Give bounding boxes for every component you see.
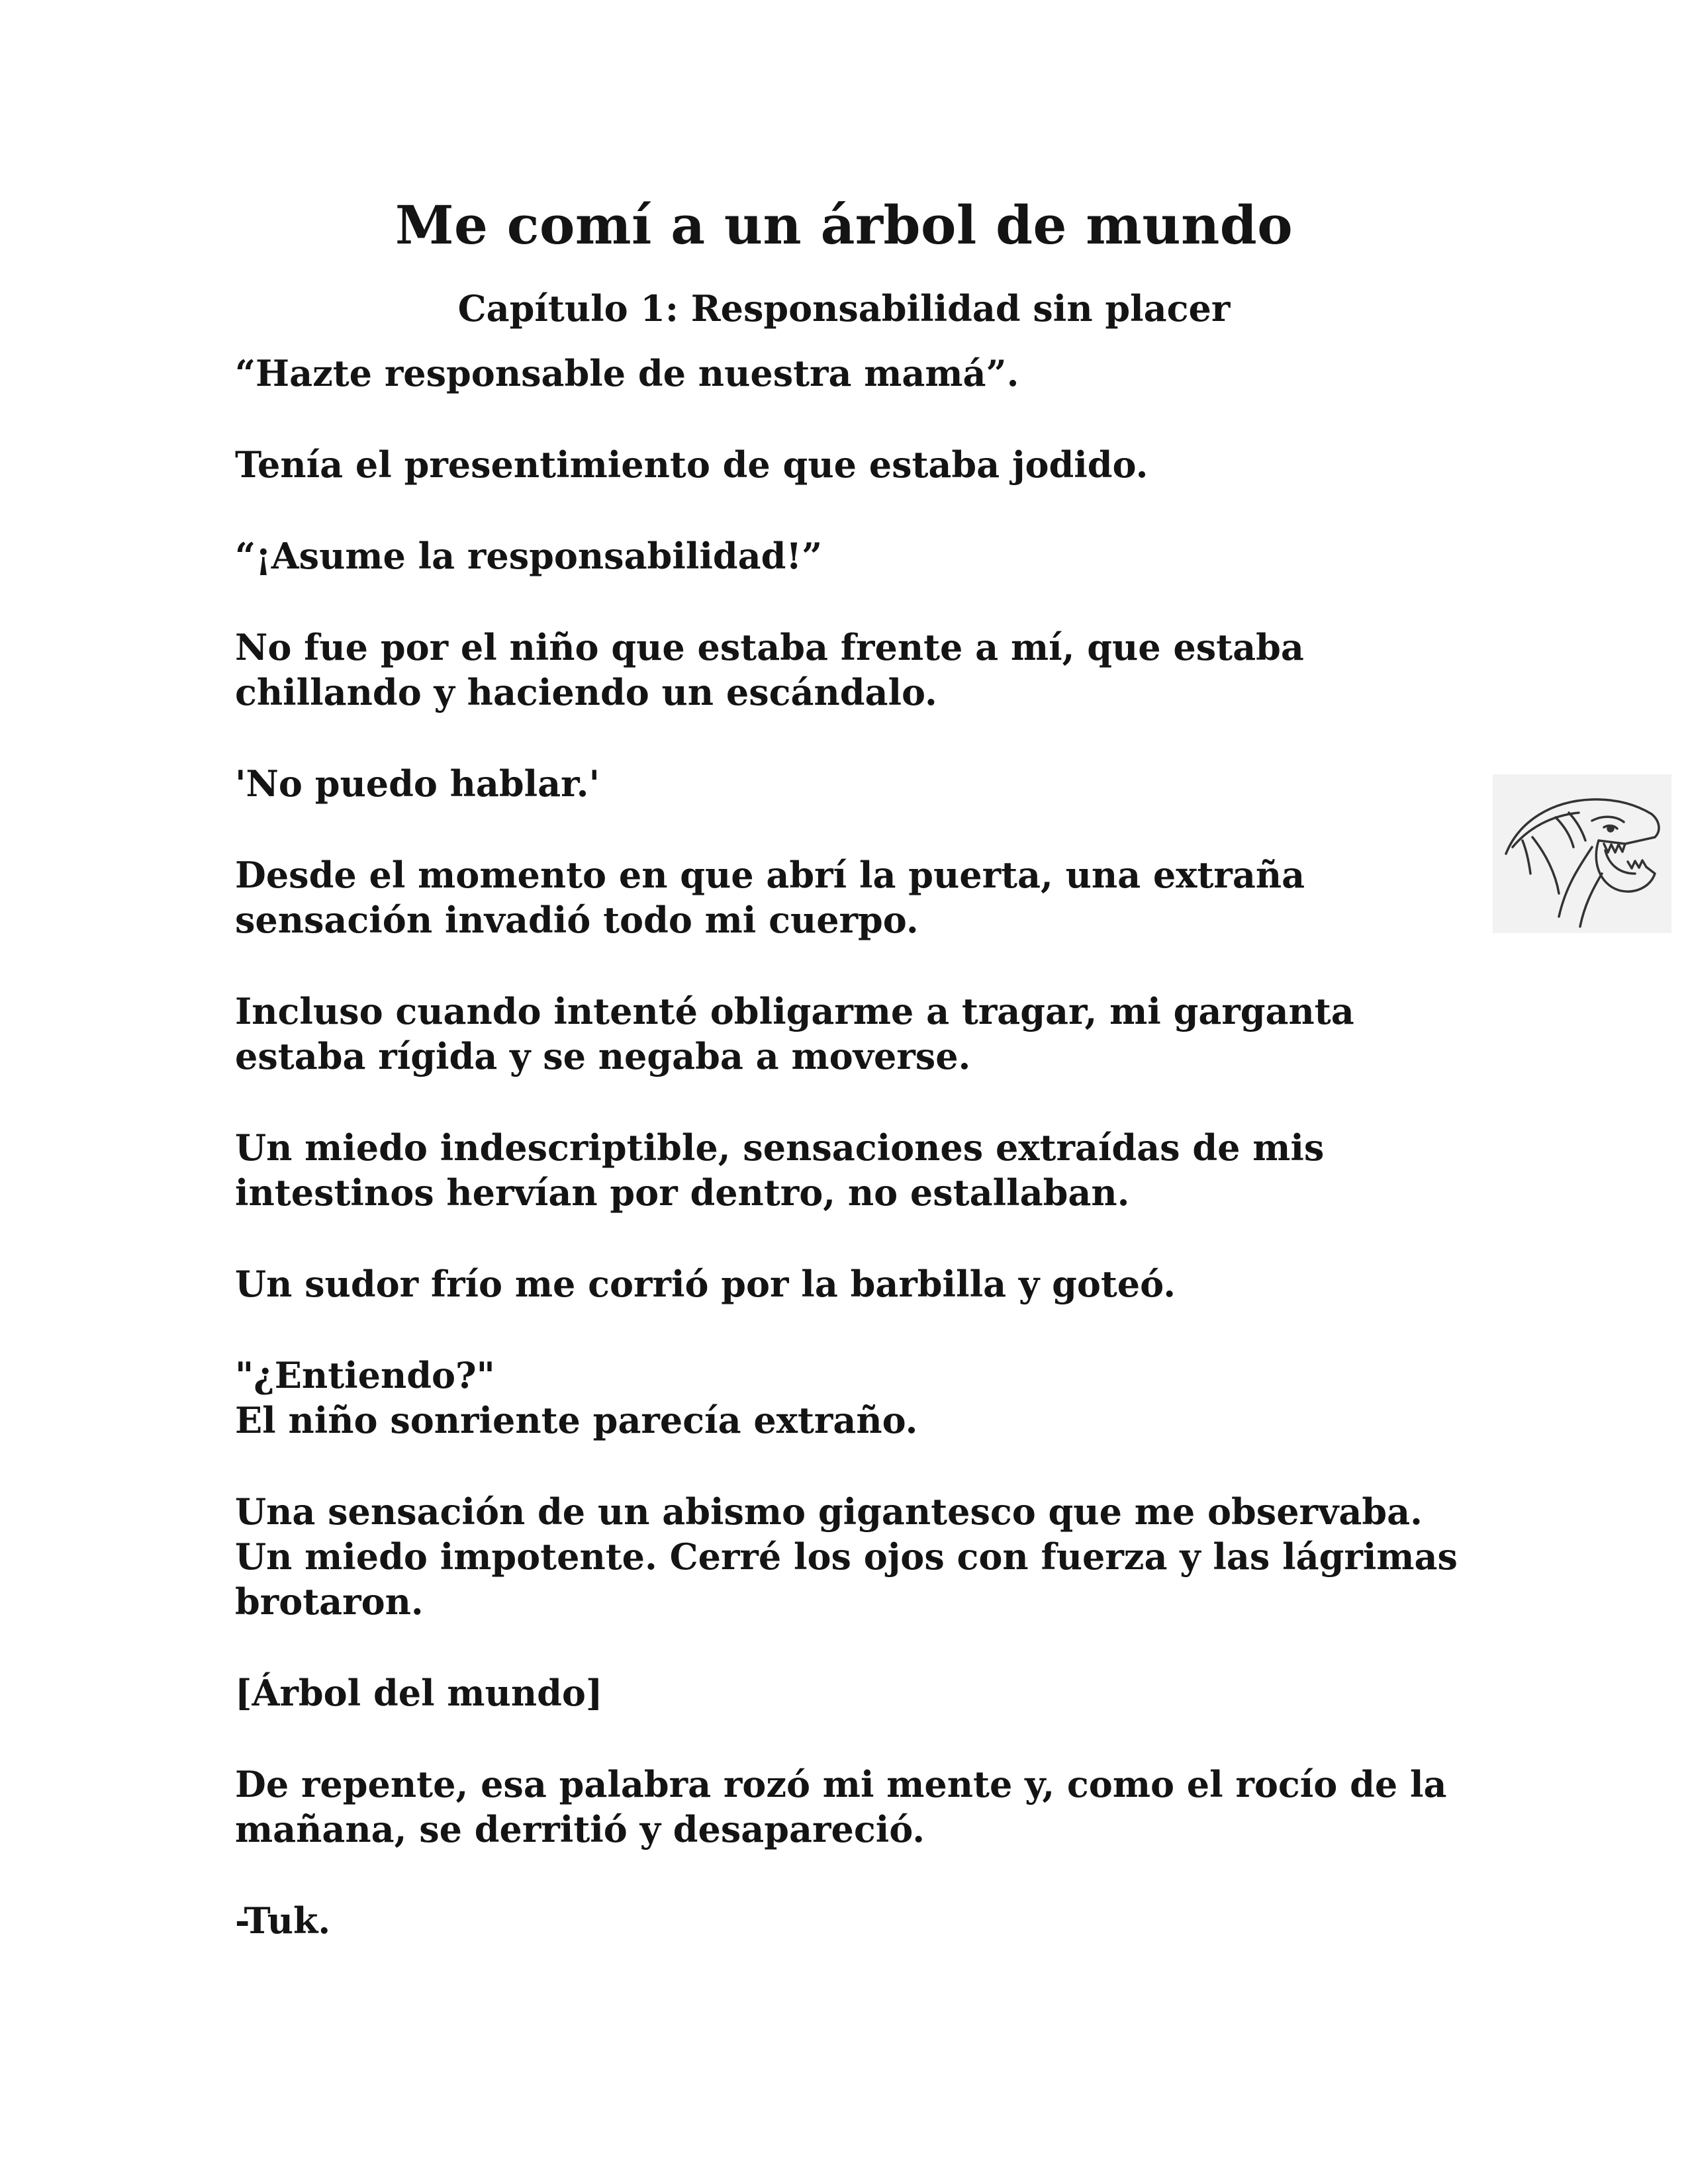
paragraph: 'No puedo hablar.': [235, 762, 600, 805]
paragraph: Desde el momento en que abrí la puerta, una extraña sensación invadió todo mi cuerpo.: [235, 854, 1305, 941]
paragraph: “Hazte responsable de nuestra mamá”.: [235, 352, 1019, 394]
paragraph: Incluso cuando intenté obligarme a tragar, mi garganta estaba rígida y se negaba a moverse.: [235, 990, 1354, 1077]
chapter-heading: Capítulo 1: Responsabilidad sin placer: [457, 287, 1231, 330]
paragraph: De repente, esa palabra rozó mi mente y, como el rocío de la mañana, se derritió y desapareció.: [235, 1763, 1447, 1850]
paragraph: Tenía el presentimiento de que estaba jodido.: [235, 443, 1149, 486]
chapter-body: [235, 351, 1493, 1989]
paragraph: No fue por el niño que estaba frente a mí, que estaba chillando y haciendo un escándalo.: [235, 626, 1304, 713]
paragraph: “¡Asume la responsabilidad!”: [235, 535, 823, 577]
paragraph: [Árbol del mundo]: [235, 1672, 603, 1714]
paragraph: -Tuk.: [235, 1899, 331, 1942]
paragraph: Una sensación de un abismo gigantesco que me observaba. Un miedo impotente. Cerré los ojos con fuerza y las lágrimas brotaron.: [235, 1490, 1458, 1623]
paragraph: Un sudor frío me corrió por la barbilla y goteó.: [235, 1263, 1176, 1305]
document-title: Me comí a un árbol de mundo: [395, 194, 1293, 256]
dinosaur-head-sketch-icon: [1493, 774, 1671, 933]
paragraph: Un miedo indescriptible, sensaciones extraídas de mis intestinos hervían por dentro, no estallaban.: [235, 1126, 1325, 1214]
paragraph: "¿Entiendo?" El niño sonriente parecía extraño.: [235, 1354, 918, 1441]
